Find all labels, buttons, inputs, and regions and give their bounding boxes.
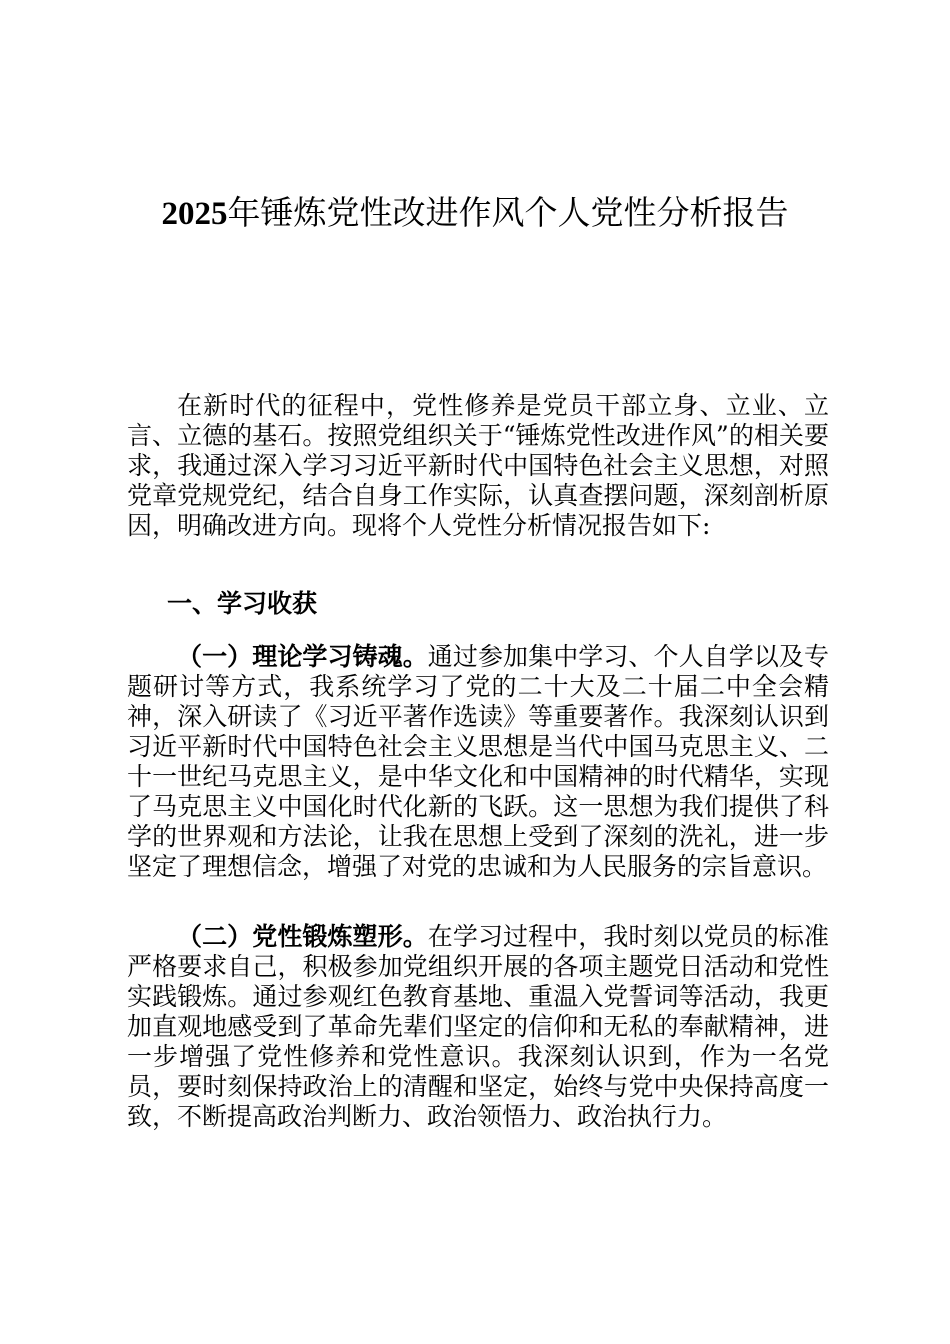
document-title xyxy=(0,188,950,239)
subsection-theory-study-lead: （一）理论学习铸魂。 xyxy=(177,642,428,671)
subsection-theory-study-text: 通过参加集中学习、个人自学以及专题研讨等方式，我系统学习了党的二十大及二十届二中全会精神，深入研读了《习近平著作选读》等重要著作。我深刻认识到习近平新时代中国特色社会主义思想是当代中国马克思主义、二十一世纪马克思主义，是中华文化和中国精神的时代精华，实现了马克思主义中国化时代化新的飞跃。这一思想为我们提供了科学的世界观和方法论，让我在思想上受到了深刻的洗礼，进一步坚定了理想信念，增强了对党的忠诚和为人民服务的宗旨意识。 xyxy=(127,642,829,881)
subsection-theory-study xyxy=(127,642,829,882)
subsection-party-spirit-text: 在学习过程中，我时刻以党员的标准严格要求自己，积极参加党组织开展的各项主题党日活动和党性实践锻炼。通过参观红色教育基地、重温入党誓词等活动，我更加直观地感受到了革命先辈们坚定的信仰和无私的奉献精神，进一步增强了党性修养和党性意识。我深刻认识到，作为一名党员，要时刻保持政治上的清醒和坚定，始终与党中央保持高度一致，不断提高政治判断力、政治领悟力、政治执行力。 xyxy=(127,922,829,1131)
subsection-party-spirit-lead: （二）党性锻炼塑形。 xyxy=(177,922,428,951)
title-year: 2025 xyxy=(161,196,228,233)
intro-paragraph: 在新时代的征程中，党性修养是党员干部立身、立业、立言、立德的基石。按照党组织关于“锤炼党性改进作风”的相关要求，我通过深入学习习近平新时代中国特色社会主义思想，对照党章党规党纪，结合自身工作实际，认真查摆问题，深刻剖析原因，明确改进方向。现将个人党性分析情况报告如下: xyxy=(127,391,829,540)
title-text: 年锤炼党性改进作风个人党性分析报告 xyxy=(227,193,789,233)
section-heading-learning-gains: 一、学习收获 xyxy=(167,589,318,618)
subsection-party-spirit xyxy=(127,922,829,1132)
